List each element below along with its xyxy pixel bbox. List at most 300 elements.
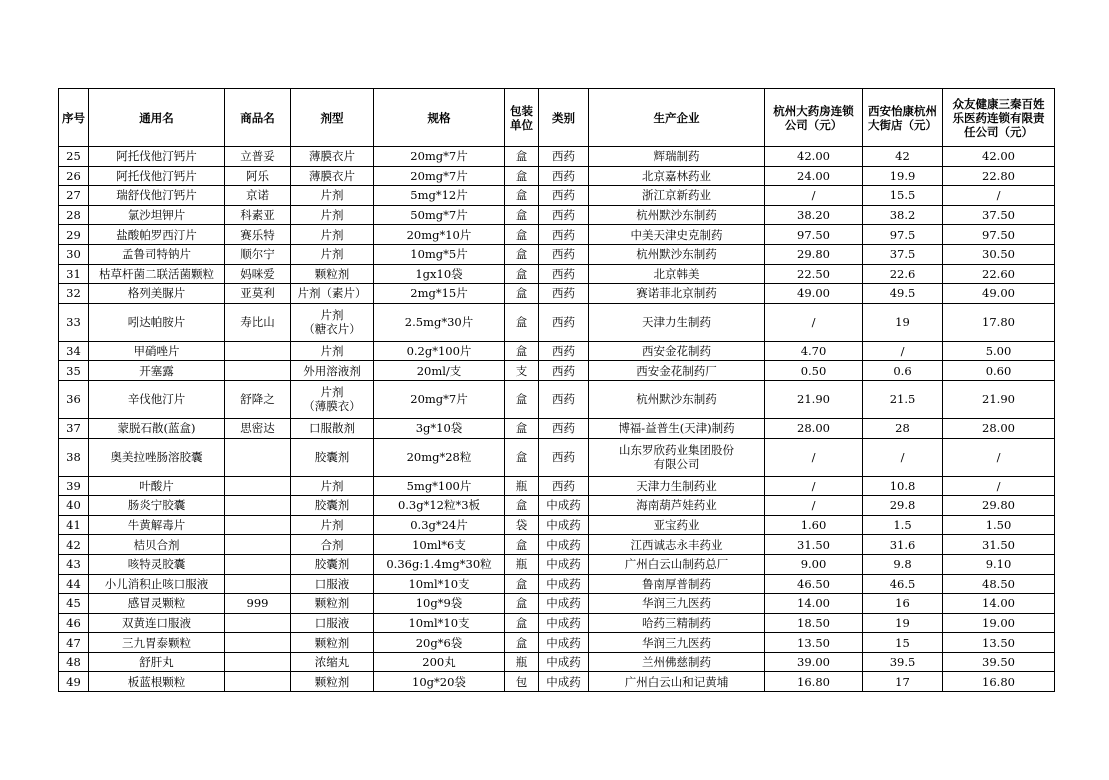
cell-spec: 20g*6袋 [374, 633, 505, 653]
cell-dosage-form: 口服液 [291, 574, 374, 594]
cell-seq: 44 [59, 574, 89, 594]
header-price-hangzhou-dayaofang: 杭州大药房连锁 公司（元） [765, 89, 863, 147]
cell-category: 中成药 [539, 633, 589, 653]
table-row [59, 284, 1055, 304]
cell-brand-name [225, 438, 291, 476]
cell-pack-unit: 瓶 [505, 476, 539, 496]
cell-spec: 3g*10袋 [374, 418, 505, 438]
cell-price-hangzhou-dayaofang: 49.00 [765, 284, 863, 304]
table-row [59, 418, 1055, 438]
cell-price-hangzhou-dayaofang: 4.70 [765, 341, 863, 361]
cell-seq: 40 [59, 496, 89, 516]
cell-price-xian-yikang: 19.9 [863, 166, 943, 186]
cell-manufacturer: 赛诺菲北京制药 [589, 284, 765, 304]
cell-manufacturer: 北京韩美 [589, 264, 765, 284]
cell-dosage-form: 片剂（素片） [291, 284, 374, 304]
cell-manufacturer: 西安金花制药厂 [589, 361, 765, 381]
cell-manufacturer: 博福-益普生(天津)制药 [589, 418, 765, 438]
cell-category: 西药 [539, 361, 589, 381]
cell-manufacturer: 辉瑞制药 [589, 147, 765, 167]
cell-manufacturer: 鲁南厚普制药 [589, 574, 765, 594]
cell-dosage-form: 口服散剂 [291, 418, 374, 438]
cell-category: 西药 [539, 225, 589, 245]
cell-spec: 20ml/支 [374, 361, 505, 381]
cell-dosage-form: 颗粒剂 [291, 672, 374, 692]
cell-pack-unit: 瓶 [505, 652, 539, 672]
cell-manufacturer: 北京嘉林药业 [589, 166, 765, 186]
cell-spec: 0.3g*12粒*3板 [374, 496, 505, 516]
cell-generic-name: 开塞露 [89, 361, 225, 381]
cell-spec: 0.36g:1.4mg*30粒 [374, 554, 505, 574]
cell-price-zhongyou: 5.00 [943, 341, 1055, 361]
header-spec: 规格 [374, 89, 505, 147]
cell-pack-unit: 盒 [505, 303, 539, 341]
cell-price-hangzhou-dayaofang: / [765, 476, 863, 496]
cell-brand-name [225, 496, 291, 516]
cell-category: 西药 [539, 418, 589, 438]
cell-category: 中成药 [539, 554, 589, 574]
cell-seq: 33 [59, 303, 89, 341]
cell-dosage-form: 颗粒剂 [291, 264, 374, 284]
cell-brand-name: 立普妥 [225, 147, 291, 167]
cell-manufacturer: 兰州佛慈制药 [589, 652, 765, 672]
cell-price-zhongyou: / [943, 438, 1055, 476]
cell-dosage-form: 片剂 [291, 225, 374, 245]
cell-seq: 36 [59, 380, 89, 418]
cell-price-xian-yikang: 28 [863, 418, 943, 438]
cell-brand-name [225, 361, 291, 381]
cell-category: 中成药 [539, 672, 589, 692]
cell-price-zhongyou: 16.80 [943, 672, 1055, 692]
cell-generic-name: 阿托伐他汀钙片 [89, 147, 225, 167]
table-row [59, 244, 1055, 264]
cell-spec: 10ml*6支 [374, 535, 505, 555]
table-row [59, 438, 1055, 476]
cell-spec: 10ml*10支 [374, 613, 505, 633]
cell-price-xian-yikang: 22.6 [863, 264, 943, 284]
cell-pack-unit: 盒 [505, 496, 539, 516]
cell-price-hangzhou-dayaofang: 22.50 [765, 264, 863, 284]
cell-pack-unit: 盒 [505, 225, 539, 245]
header-category: 类别 [539, 89, 589, 147]
cell-brand-name: 阿乐 [225, 166, 291, 186]
table-row [59, 303, 1055, 341]
cell-brand-name: 寿比山 [225, 303, 291, 341]
table-header [59, 89, 1055, 147]
cell-manufacturer: 天津力生制药业 [589, 476, 765, 496]
cell-dosage-form: 片剂 [291, 476, 374, 496]
cell-price-xian-yikang: 31.6 [863, 535, 943, 555]
cell-brand-name: 科素亚 [225, 205, 291, 225]
cell-price-xian-yikang: 1.5 [863, 515, 943, 535]
cell-seq: 34 [59, 341, 89, 361]
cell-seq: 43 [59, 554, 89, 574]
cell-generic-name: 肠炎宁胶囊 [89, 496, 225, 516]
cell-spec: 10g*20袋 [374, 672, 505, 692]
cell-dosage-form: 薄膜衣片 [291, 166, 374, 186]
cell-manufacturer: 西安金花制药 [589, 341, 765, 361]
cell-price-xian-yikang: 10.8 [863, 476, 943, 496]
cell-price-hangzhou-dayaofang: 31.50 [765, 535, 863, 555]
cell-generic-name: 阿托伐他汀钙片 [89, 166, 225, 186]
cell-price-zhongyou: / [943, 186, 1055, 206]
header-pack-unit: 包装 单位 [505, 89, 539, 147]
cell-price-zhongyou: / [943, 476, 1055, 496]
cell-generic-name: 小儿消积止咳口服液 [89, 574, 225, 594]
cell-generic-name: 奥美拉唑肠溶胶囊 [89, 438, 225, 476]
cell-dosage-form: 胶囊剂 [291, 496, 374, 516]
cell-generic-name: 叶酸片 [89, 476, 225, 496]
cell-price-xian-yikang: 17 [863, 672, 943, 692]
cell-spec: 2mg*15片 [374, 284, 505, 304]
table-row [59, 535, 1055, 555]
cell-brand-name [225, 341, 291, 361]
table-row [59, 186, 1055, 206]
cell-dosage-form: 胶囊剂 [291, 438, 374, 476]
cell-spec: 20mg*10片 [374, 225, 505, 245]
cell-pack-unit: 盒 [505, 613, 539, 633]
cell-seq: 46 [59, 613, 89, 633]
cell-generic-name: 氯沙坦钾片 [89, 205, 225, 225]
drug-price-table [58, 88, 1055, 692]
cell-price-hangzhou-dayaofang: 14.00 [765, 594, 863, 614]
cell-pack-unit: 盒 [505, 341, 539, 361]
cell-price-xian-yikang: 42 [863, 147, 943, 167]
cell-pack-unit: 盒 [505, 380, 539, 418]
cell-generic-name: 孟鲁司特钠片 [89, 244, 225, 264]
cell-category: 中成药 [539, 496, 589, 516]
cell-brand-name: 999 [225, 594, 291, 614]
cell-brand-name [225, 515, 291, 535]
cell-price-hangzhou-dayaofang: 0.50 [765, 361, 863, 381]
cell-dosage-form: 片剂 （糖衣片） [291, 303, 374, 341]
cell-generic-name: 双黄连口服液 [89, 613, 225, 633]
cell-dosage-form: 浓缩丸 [291, 652, 374, 672]
cell-price-hangzhou-dayaofang: / [765, 496, 863, 516]
cell-manufacturer: 江西诚志永丰药业 [589, 535, 765, 555]
cell-generic-name: 板蓝根颗粒 [89, 672, 225, 692]
cell-price-zhongyou: 1.50 [943, 515, 1055, 535]
cell-dosage-form: 片剂 [291, 515, 374, 535]
cell-brand-name: 京诺 [225, 186, 291, 206]
cell-spec: 0.3g*24片 [374, 515, 505, 535]
cell-manufacturer: 天津力生制药 [589, 303, 765, 341]
cell-price-xian-yikang: 21.5 [863, 380, 943, 418]
cell-price-zhongyou: 9.10 [943, 554, 1055, 574]
cell-dosage-form: 薄膜衣片 [291, 147, 374, 167]
cell-brand-name [225, 535, 291, 555]
cell-price-zhongyou: 0.60 [943, 361, 1055, 381]
cell-seq: 42 [59, 535, 89, 555]
cell-seq: 47 [59, 633, 89, 653]
cell-price-xian-yikang: 97.5 [863, 225, 943, 245]
cell-price-hangzhou-dayaofang: 38.20 [765, 205, 863, 225]
cell-pack-unit: 瓶 [505, 554, 539, 574]
header-dosage-form: 剂型 [291, 89, 374, 147]
cell-price-xian-yikang: 38.2 [863, 205, 943, 225]
table-row [59, 496, 1055, 516]
cell-pack-unit: 盒 [505, 284, 539, 304]
header-generic-name: 通用名 [89, 89, 225, 147]
cell-price-zhongyou: 28.00 [943, 418, 1055, 438]
cell-price-xian-yikang: 15.5 [863, 186, 943, 206]
cell-pack-unit: 盒 [505, 244, 539, 264]
cell-price-zhongyou: 17.80 [943, 303, 1055, 341]
header-row [59, 89, 1055, 147]
cell-category: 西药 [539, 244, 589, 264]
cell-spec: 10mg*5片 [374, 244, 505, 264]
cell-price-hangzhou-dayaofang: / [765, 303, 863, 341]
header-seq: 序号 [59, 89, 89, 147]
cell-seq: 28 [59, 205, 89, 225]
cell-seq: 48 [59, 652, 89, 672]
table-row [59, 341, 1055, 361]
cell-generic-name: 瑞舒伐他汀钙片 [89, 186, 225, 206]
cell-dosage-form: 片剂 [291, 244, 374, 264]
cell-dosage-form: 片剂 [291, 186, 374, 206]
cell-brand-name [225, 554, 291, 574]
cell-dosage-form: 口服液 [291, 613, 374, 633]
cell-price-zhongyou: 14.00 [943, 594, 1055, 614]
cell-manufacturer: 山东罗欣药业集团股份 有限公司 [589, 438, 765, 476]
cell-price-zhongyou: 13.50 [943, 633, 1055, 653]
cell-dosage-form: 合剂 [291, 535, 374, 555]
cell-price-hangzhou-dayaofang: 42.00 [765, 147, 863, 167]
cell-price-xian-yikang: / [863, 438, 943, 476]
cell-price-xian-yikang: 19 [863, 303, 943, 341]
table-row [59, 380, 1055, 418]
cell-brand-name: 妈咪爱 [225, 264, 291, 284]
cell-seq: 31 [59, 264, 89, 284]
cell-pack-unit: 盒 [505, 438, 539, 476]
cell-price-hangzhou-dayaofang: 28.00 [765, 418, 863, 438]
cell-price-zhongyou: 97.50 [943, 225, 1055, 245]
cell-brand-name: 顺尔宁 [225, 244, 291, 264]
cell-pack-unit: 包 [505, 672, 539, 692]
cell-price-hangzhou-dayaofang: 21.90 [765, 380, 863, 418]
cell-generic-name: 枯草杆菌二联活菌颗粒 [89, 264, 225, 284]
header-manufacturer: 生产企业 [589, 89, 765, 147]
cell-price-xian-yikang: 16 [863, 594, 943, 614]
cell-category: 中成药 [539, 515, 589, 535]
cell-price-hangzhou-dayaofang: 9.00 [765, 554, 863, 574]
cell-pack-unit: 盒 [505, 205, 539, 225]
cell-spec: 50mg*7片 [374, 205, 505, 225]
cell-manufacturer: 浙江京新药业 [589, 186, 765, 206]
cell-manufacturer: 海南葫芦娃药业 [589, 496, 765, 516]
cell-category: 西药 [539, 284, 589, 304]
cell-pack-unit: 盒 [505, 633, 539, 653]
cell-seq: 41 [59, 515, 89, 535]
cell-category: 中成药 [539, 535, 589, 555]
cell-price-xian-yikang: 39.5 [863, 652, 943, 672]
cell-brand-name [225, 652, 291, 672]
cell-category: 中成药 [539, 574, 589, 594]
table-row [59, 652, 1055, 672]
cell-price-zhongyou: 29.80 [943, 496, 1055, 516]
cell-price-xian-yikang: 19 [863, 613, 943, 633]
cell-price-zhongyou: 30.50 [943, 244, 1055, 264]
cell-category: 西药 [539, 341, 589, 361]
cell-price-hangzhou-dayaofang: 24.00 [765, 166, 863, 186]
cell-category: 中成药 [539, 594, 589, 614]
cell-price-xian-yikang: 9.8 [863, 554, 943, 574]
cell-spec: 20mg*7片 [374, 380, 505, 418]
cell-price-hangzhou-dayaofang: 18.50 [765, 613, 863, 633]
cell-category: 西药 [539, 303, 589, 341]
cell-brand-name [225, 672, 291, 692]
cell-price-hangzhou-dayaofang: / [765, 186, 863, 206]
cell-spec: 200丸 [374, 652, 505, 672]
cell-generic-name: 吲达帕胺片 [89, 303, 225, 341]
cell-price-zhongyou: 37.50 [943, 205, 1055, 225]
cell-price-zhongyou: 22.80 [943, 166, 1055, 186]
cell-spec: 10g*9袋 [374, 594, 505, 614]
cell-seq: 26 [59, 166, 89, 186]
cell-price-zhongyou: 22.60 [943, 264, 1055, 284]
cell-generic-name: 辛伐他汀片 [89, 380, 225, 418]
table-row [59, 361, 1055, 381]
cell-category: 西药 [539, 147, 589, 167]
cell-pack-unit: 盒 [505, 574, 539, 594]
table-row [59, 633, 1055, 653]
cell-price-zhongyou: 42.00 [943, 147, 1055, 167]
cell-price-hangzhou-dayaofang: 39.00 [765, 652, 863, 672]
cell-price-zhongyou: 31.50 [943, 535, 1055, 555]
cell-seq: 35 [59, 361, 89, 381]
cell-price-hangzhou-dayaofang: 97.50 [765, 225, 863, 245]
cell-generic-name: 感冒灵颗粒 [89, 594, 225, 614]
cell-pack-unit: 盒 [505, 264, 539, 284]
table-row [59, 147, 1055, 167]
cell-pack-unit: 盒 [505, 535, 539, 555]
cell-pack-unit: 盒 [505, 594, 539, 614]
cell-seq: 32 [59, 284, 89, 304]
cell-pack-unit: 盒 [505, 147, 539, 167]
cell-generic-name: 桔贝合剂 [89, 535, 225, 555]
cell-brand-name: 赛乐特 [225, 225, 291, 245]
cell-pack-unit: 盒 [505, 186, 539, 206]
cell-price-xian-yikang: 37.5 [863, 244, 943, 264]
cell-price-hangzhou-dayaofang: 13.50 [765, 633, 863, 653]
cell-category: 西药 [539, 166, 589, 186]
header-brand-name: 商品名 [225, 89, 291, 147]
cell-category: 西药 [539, 380, 589, 418]
cell-category: 西药 [539, 438, 589, 476]
cell-generic-name: 咳特灵胶囊 [89, 554, 225, 574]
cell-generic-name: 舒肝丸 [89, 652, 225, 672]
cell-category: 西药 [539, 476, 589, 496]
cell-price-zhongyou: 19.00 [943, 613, 1055, 633]
cell-category: 中成药 [539, 613, 589, 633]
cell-brand-name [225, 633, 291, 653]
cell-category: 西药 [539, 186, 589, 206]
cell-seq: 37 [59, 418, 89, 438]
cell-generic-name: 蒙脱石散(蓝盒) [89, 418, 225, 438]
cell-seq: 45 [59, 594, 89, 614]
cell-spec: 10ml*10支 [374, 574, 505, 594]
cell-price-zhongyou: 39.50 [943, 652, 1055, 672]
cell-pack-unit: 袋 [505, 515, 539, 535]
cell-price-hangzhou-dayaofang: 16.80 [765, 672, 863, 692]
cell-price-zhongyou: 48.50 [943, 574, 1055, 594]
header-price-xian-yikang: 西安怡康杭州 大街店（元） [863, 89, 943, 147]
cell-brand-name [225, 574, 291, 594]
cell-price-xian-yikang: 29.8 [863, 496, 943, 516]
cell-manufacturer: 亚宝药业 [589, 515, 765, 535]
cell-manufacturer: 广州白云山和记黄埔 [589, 672, 765, 692]
cell-manufacturer: 华润三九医药 [589, 633, 765, 653]
cell-spec: 0.2g*100片 [374, 341, 505, 361]
cell-manufacturer: 杭州默沙东制药 [589, 205, 765, 225]
cell-generic-name: 三九胃泰颗粒 [89, 633, 225, 653]
cell-price-hangzhou-dayaofang: 29.80 [765, 244, 863, 264]
cell-seq: 30 [59, 244, 89, 264]
header-price-zhongyou: 众友健康三秦百姓 乐医药连锁有限责 任公司（元） [943, 89, 1055, 147]
cell-price-xian-yikang: 46.5 [863, 574, 943, 594]
cell-spec: 2.5mg*30片 [374, 303, 505, 341]
table-row [59, 672, 1055, 692]
cell-spec: 5mg*100片 [374, 476, 505, 496]
table-row [59, 205, 1055, 225]
cell-category: 西药 [539, 205, 589, 225]
table-row [59, 613, 1055, 633]
cell-manufacturer: 哈药三精制药 [589, 613, 765, 633]
cell-generic-name: 甲硝唑片 [89, 341, 225, 361]
table-row [59, 594, 1055, 614]
cell-spec: 5mg*12片 [374, 186, 505, 206]
cell-manufacturer: 杭州默沙东制药 [589, 380, 765, 418]
cell-price-xian-yikang: 0.6 [863, 361, 943, 381]
cell-seq: 38 [59, 438, 89, 476]
cell-seq: 49 [59, 672, 89, 692]
table-row [59, 225, 1055, 245]
cell-brand-name: 亚莫利 [225, 284, 291, 304]
cell-pack-unit: 盒 [505, 166, 539, 186]
cell-price-xian-yikang: 49.5 [863, 284, 943, 304]
cell-manufacturer: 广州白云山制药总厂 [589, 554, 765, 574]
cell-price-xian-yikang: / [863, 341, 943, 361]
cell-seq: 29 [59, 225, 89, 245]
cell-brand-name: 思密达 [225, 418, 291, 438]
table-body [59, 147, 1055, 692]
table-row [59, 515, 1055, 535]
table-row [59, 476, 1055, 496]
cell-spec: 20mg*7片 [374, 147, 505, 167]
cell-generic-name: 牛黄解毒片 [89, 515, 225, 535]
cell-brand-name: 舒降之 [225, 380, 291, 418]
cell-pack-unit: 盒 [505, 418, 539, 438]
cell-price-hangzhou-dayaofang: 1.60 [765, 515, 863, 535]
cell-manufacturer: 华润三九医药 [589, 594, 765, 614]
cell-price-zhongyou: 21.90 [943, 380, 1055, 418]
cell-seq: 27 [59, 186, 89, 206]
table-row [59, 166, 1055, 186]
cell-category: 中成药 [539, 652, 589, 672]
cell-dosage-form: 外用溶液剂 [291, 361, 374, 381]
cell-spec: 1gx10袋 [374, 264, 505, 284]
cell-generic-name: 盐酸帕罗西汀片 [89, 225, 225, 245]
cell-dosage-form: 颗粒剂 [291, 633, 374, 653]
cell-brand-name [225, 613, 291, 633]
cell-dosage-form: 片剂 [291, 341, 374, 361]
cell-dosage-form: 颗粒剂 [291, 594, 374, 614]
cell-generic-name: 格列美脲片 [89, 284, 225, 304]
cell-price-hangzhou-dayaofang: 46.50 [765, 574, 863, 594]
cell-price-zhongyou: 49.00 [943, 284, 1055, 304]
cell-dosage-form: 片剂 （薄膜衣） [291, 380, 374, 418]
cell-price-xian-yikang: 15 [863, 633, 943, 653]
